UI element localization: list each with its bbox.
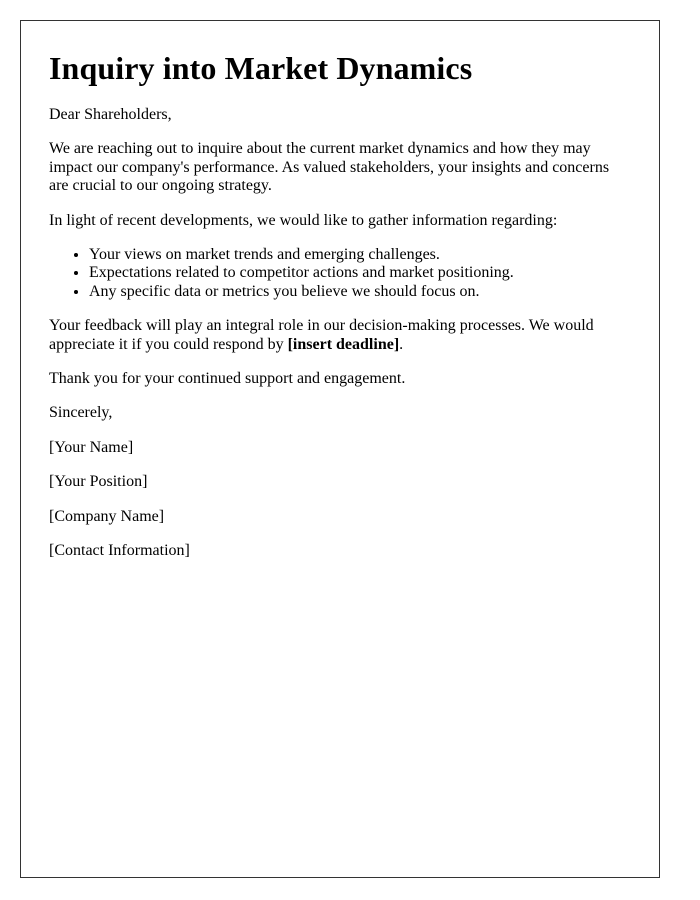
request-paragraph: In light of recent developments, we would like to gather information regarding:: [49, 211, 558, 229]
signature-name: [Your Name]: [49, 438, 134, 456]
thanks-paragraph: Thank you for your continued support and engagement.: [49, 370, 406, 388]
deadline-placeholder: [insert deadline]: [287, 335, 400, 353]
list-item: • Your views on market trends and emerging challenges.: [89, 246, 631, 264]
deadline-paragraph-text: Your feedback will play an integral role in our decision-making processes. We would appreciate it if you could respond by: [49, 317, 594, 353]
deadline-paragraph-end: .: [399, 335, 404, 353]
letter-title: Inquiry into Market Dynamics: [49, 50, 473, 86]
signature-position: [Your Position]: [49, 473, 148, 491]
signature-company: [Company Name]: [49, 507, 165, 525]
letter-page: [20, 20, 660, 878]
list-item: • Expectations related to competitor actions and market positioning.: [89, 264, 631, 282]
inquiry-topics-list: [49, 246, 631, 301]
salutation: Dear Shareholders,: [49, 106, 172, 123]
list-item: • Any specific data or metrics you believe we should focus on.: [89, 283, 631, 301]
deadline-paragraph: [49, 317, 631, 354]
intro-paragraph: We are reaching out to inquire about the current market dynamics and how they may impact our company's performance. As valued stakeholders, your insights and concerns are crucial to our ongoing strategy.: [49, 140, 610, 195]
signature-contact: [Contact Information]: [49, 542, 190, 560]
closing: Sincerely,: [49, 404, 113, 422]
